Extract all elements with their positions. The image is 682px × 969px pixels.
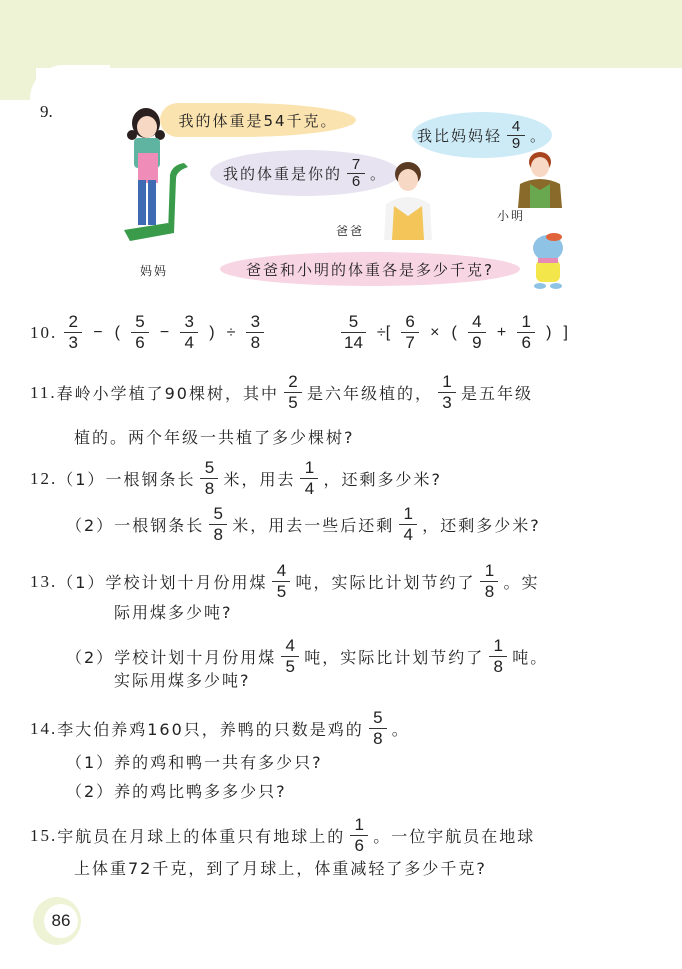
numerator: 7 <box>351 155 361 173</box>
fraction <box>438 372 456 413</box>
question-13-part-1 <box>30 561 539 602</box>
question-text: 李大伯养鸡160只，养鸭的只数是鸡的 <box>57 720 364 739</box>
dad-figure-icon <box>372 160 442 240</box>
fraction <box>507 119 525 152</box>
part-label: （2） <box>66 516 115 535</box>
question-text: ，还剩多少米? <box>323 470 442 489</box>
numerator: 4 <box>472 312 482 331</box>
numerator: 5 <box>348 312 359 331</box>
cat-mascot-icon <box>524 232 570 290</box>
paren: ( <box>451 323 457 341</box>
question-text: 春岭小学植了90棵树，其中 <box>56 384 279 403</box>
question-text: 是六年级植的， <box>307 384 434 403</box>
part-label: （1） <box>57 573 106 592</box>
question-text: 米，用去 <box>223 470 296 489</box>
son-figure-icon <box>510 150 566 208</box>
numerator: 6 <box>405 312 415 331</box>
question-text: 吨，实际比计划节约了 <box>304 648 485 667</box>
fraction <box>489 636 507 677</box>
denominator: 5 <box>285 657 295 676</box>
speech-bubble-cat <box>220 252 520 286</box>
question-10-number: 10. <box>30 322 58 342</box>
question-9-number: 9. <box>40 102 53 121</box>
denominator: 5 <box>288 393 298 412</box>
denominator: 8 <box>204 479 215 498</box>
bubble-text: 我的体重是54千克。 <box>178 111 338 130</box>
caption-son: 小明 <box>497 209 526 223</box>
fraction <box>209 504 227 545</box>
paren: ) <box>546 323 552 341</box>
caption-mom: 妈妈 <box>140 264 169 278</box>
question-13-part-2-line2: 实际用煤多少吨? <box>114 671 251 690</box>
question-15-line2: 上体重72千克，到了月球上，体重减轻了多少千克? <box>74 859 487 878</box>
denominator: 4 <box>403 525 413 544</box>
bubble-text: 我的体重是你的 <box>222 164 342 183</box>
numerator: 4 <box>285 636 295 655</box>
question-14-part-2: （2）养的鸡比鸭多多少只? <box>66 782 287 801</box>
question-11-line2: 植的。两个年级一共植了多少棵树? <box>74 428 355 447</box>
question-12-part-2 <box>66 504 541 545</box>
fraction <box>180 312 198 353</box>
question-15-number: 15. <box>30 825 58 845</box>
numerator: 5 <box>135 312 145 331</box>
denominator: 3 <box>68 333 78 352</box>
fraction <box>517 312 535 353</box>
numerator: 1 <box>493 636 503 655</box>
fraction <box>468 312 486 353</box>
question-text: 宇航员在月球上的体重只有地球上的 <box>57 827 346 846</box>
bubble-text: 爸爸和小明的体重各是多少千克? <box>246 260 494 279</box>
question-text: 。实 <box>503 573 540 592</box>
denominator: 8 <box>250 333 261 352</box>
numerator: 1 <box>484 561 495 580</box>
fraction <box>272 561 290 602</box>
numerator: 5 <box>213 504 223 523</box>
question-text: 。一位宇航员在地球 <box>373 827 536 846</box>
denominator: 9 <box>472 333 482 352</box>
caption-dad: 爸爸 <box>336 224 365 238</box>
bracket: ] <box>563 323 568 341</box>
question-text: 米，用去一些后还剩 <box>232 516 395 535</box>
numerator: 2 <box>68 312 78 331</box>
denominator: 4 <box>184 333 194 352</box>
denominator: 9 <box>511 134 521 152</box>
denominator: 7 <box>405 333 415 352</box>
numerator: 1 <box>442 372 452 391</box>
fraction <box>246 312 264 353</box>
question-15 <box>30 815 535 856</box>
fraction <box>341 312 366 353</box>
question-14-number: 14. <box>30 718 58 738</box>
fraction <box>64 312 82 353</box>
denominator: 8 <box>484 582 495 601</box>
fraction <box>350 815 368 856</box>
question-text: 学校计划十月份用煤 <box>105 573 268 592</box>
part-label: （2） <box>66 648 115 667</box>
question-text: ，还剩多少米? <box>422 516 541 535</box>
question-14 <box>30 708 410 749</box>
numerator: 4 <box>511 117 521 135</box>
fraction <box>281 636 299 677</box>
numerator: 2 <box>288 372 298 391</box>
bubble-end: 。 <box>370 164 388 183</box>
denominator: 3 <box>442 393 452 412</box>
fraction <box>284 372 302 413</box>
numerator: 3 <box>184 312 194 331</box>
denominator: 8 <box>493 657 503 676</box>
left-band <box>0 0 36 100</box>
question-11 <box>30 372 533 413</box>
numerator: 5 <box>373 708 383 727</box>
fraction <box>399 504 417 545</box>
question-13-part-1-line2: 际用煤多少吨? <box>114 603 233 622</box>
question-13-number: 13. <box>30 571 58 591</box>
fraction <box>401 312 419 353</box>
question-text: 。 <box>391 720 410 739</box>
numerator: 1 <box>304 458 315 477</box>
denominator: 6 <box>351 172 361 190</box>
numerator: 3 <box>250 312 261 331</box>
denominator: 4 <box>304 479 315 498</box>
denominator: 8 <box>213 525 223 544</box>
page-number: 86 <box>44 904 78 938</box>
paren: ( <box>114 323 120 341</box>
question-text: 学校计划十月份用煤 <box>114 648 277 667</box>
question-text: 吨，实际比计划节约了 <box>295 573 476 592</box>
operator: + <box>496 323 507 341</box>
fraction <box>369 708 387 749</box>
fraction <box>480 561 498 602</box>
question-11-number: 11. <box>30 382 57 402</box>
denominator: 8 <box>373 729 383 748</box>
question-10 <box>30 312 269 353</box>
question-12-part-1 <box>30 458 442 499</box>
question-14-part-1: （1）养的鸡和鸭一共有多少只? <box>66 753 323 772</box>
numerator: 4 <box>276 561 287 580</box>
bubble-end: 。 <box>530 126 548 145</box>
denominator: 14 <box>344 333 363 352</box>
fraction <box>300 458 318 499</box>
denominator: 6 <box>354 836 364 855</box>
numerator: 5 <box>204 458 215 477</box>
operator: − <box>159 323 170 341</box>
bubble-text: 我比妈妈轻 <box>416 126 502 145</box>
denominator: 6 <box>135 333 145 352</box>
fraction <box>347 157 365 190</box>
denominator: 6 <box>521 333 531 352</box>
question-12-number: 12. <box>30 468 58 488</box>
operator: − <box>93 323 103 341</box>
question-text: 一根钢条长 <box>105 470 196 489</box>
numerator: 1 <box>354 815 364 834</box>
question-text: 一根钢条长 <box>114 516 205 535</box>
numerator: 1 <box>521 312 531 331</box>
operator: ÷[ <box>376 323 391 341</box>
question-10-expr2 <box>336 312 574 353</box>
part-label: （1） <box>57 470 106 489</box>
question-text: 吨。 <box>512 648 549 667</box>
numerator: 1 <box>403 504 413 523</box>
question-text: 是五年级 <box>461 384 534 403</box>
fraction <box>200 458 218 499</box>
fraction <box>131 312 149 353</box>
operator: ÷ <box>226 323 236 341</box>
paren: ) <box>209 323 215 341</box>
header-band <box>0 0 682 68</box>
denominator: 5 <box>276 582 287 601</box>
operator: × <box>430 323 440 341</box>
